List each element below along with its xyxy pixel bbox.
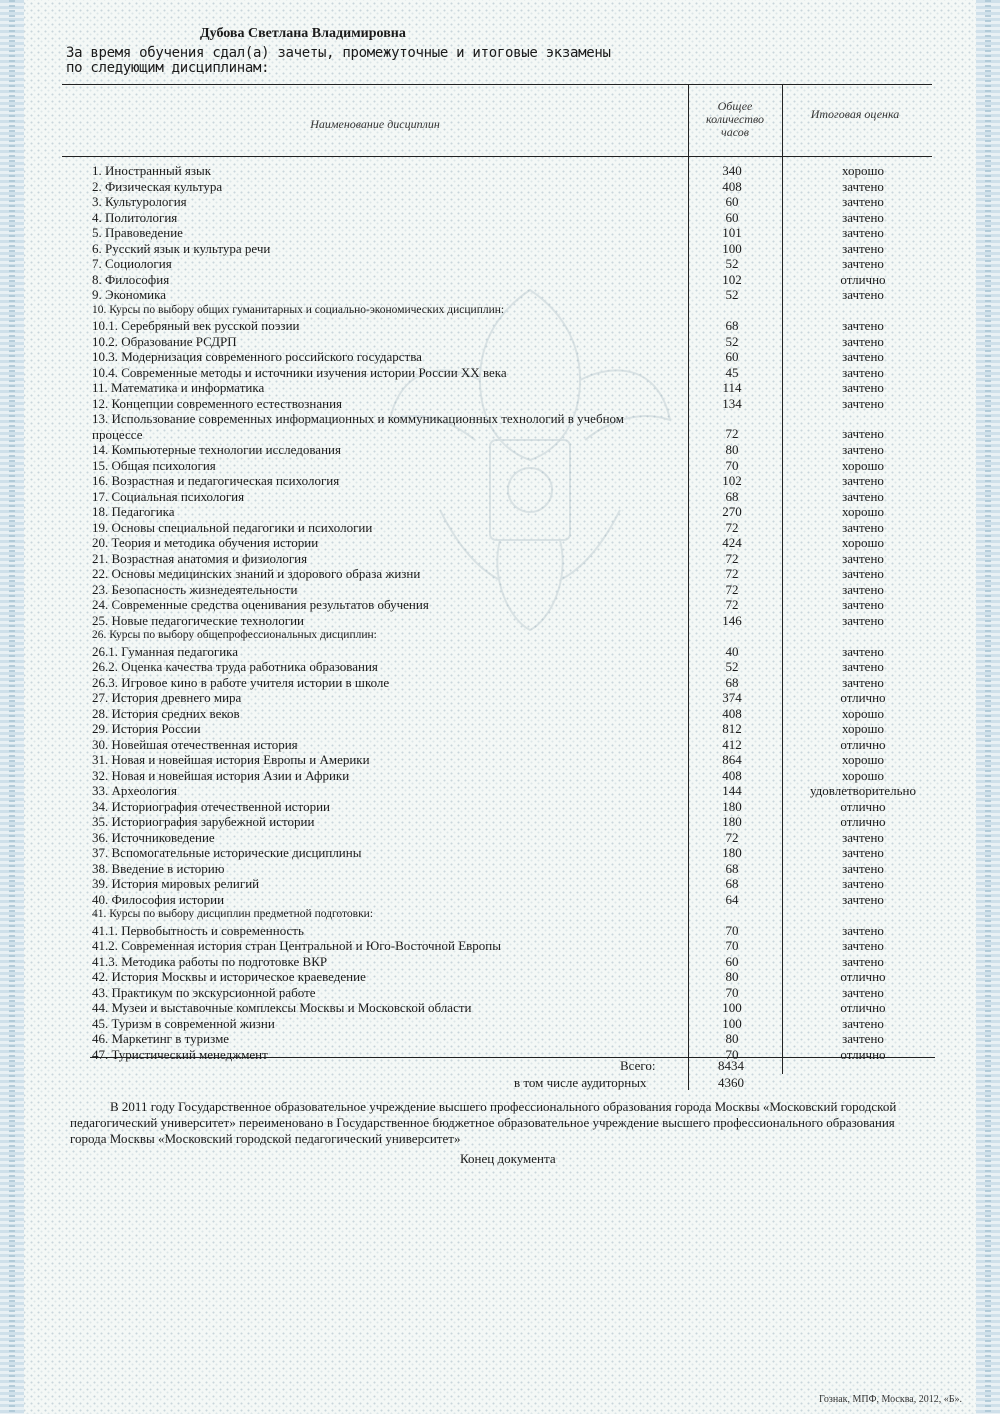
discipline-grade: хорошо <box>841 163 884 178</box>
discipline-grade: зачтено <box>842 488 884 504</box>
discipline-hours: 101 <box>722 225 742 240</box>
discipline-name: 30. Новейшая отечественная история <box>92 736 298 752</box>
discipline-name: 9. Экономика <box>92 287 167 302</box>
discipline-name: 7. Социология <box>92 256 172 271</box>
discipline-grade: зачтено <box>842 256 884 271</box>
table-row <box>0 1000 1000 1016</box>
disciplines-table <box>0 163 1000 1062</box>
discipline-hours: 270 <box>722 504 742 519</box>
table-row <box>0 225 1000 241</box>
discipline-name: 46. Маркетинг в туризме <box>92 1031 230 1046</box>
discipline-hours: 72 <box>725 597 739 612</box>
discipline-name: 15. Общая психология <box>92 457 216 473</box>
discipline-name: 5. Правоведение <box>92 225 183 240</box>
discipline-grade: зачтено <box>842 178 884 194</box>
discipline-name: 6. Русский язык и культура речи <box>92 240 271 256</box>
table-row <box>0 737 1000 753</box>
table-row <box>0 349 1000 365</box>
discipline-hours: 134 <box>722 395 742 411</box>
discipline-name: 35. Историография зарубежной истории <box>92 814 315 829</box>
table-row <box>0 628 1000 644</box>
table-row <box>0 752 1000 768</box>
table-row <box>0 721 1000 737</box>
discipline-hours: 70 <box>725 457 739 473</box>
discipline-hours: 180 <box>722 798 742 814</box>
table-row <box>0 938 1000 954</box>
table-row <box>0 985 1000 1001</box>
column-header-hours: Общее количество часов <box>705 99 765 139</box>
discipline-grade: отлично <box>840 798 886 814</box>
table-row <box>0 830 1000 846</box>
table-row <box>0 551 1000 567</box>
discipline-grade: зачтено <box>842 984 884 1000</box>
table-row <box>0 458 1000 474</box>
column-header-name: Наименование дисциплин <box>310 117 440 131</box>
discipline-name: 42. История Москвы и историческое краеведение <box>92 969 366 984</box>
discipline-name: 41. Курсы по выбору дисциплин предметной подготовки: <box>92 908 374 920</box>
table-row <box>0 675 1000 691</box>
discipline-grade: зачтено <box>842 395 884 411</box>
total-value: 8434 <box>718 1058 744 1073</box>
discipline-hours: 70 <box>725 922 739 938</box>
discipline-grade: зачтено <box>842 318 884 333</box>
discipline-grade: отлично <box>840 736 886 752</box>
intro-line-1: За время обучения сдал(а) зачеты, промежуточные и итоговые экзамены <box>66 45 611 61</box>
auditory-value: 4360 <box>718 1075 744 1090</box>
discipline-name: 25. Новые педагогические технологии <box>92 612 305 628</box>
discipline-name: 10.1. Серебряный век русской поэзии <box>92 318 300 333</box>
discipline-name: 41.1. Первобытность и современность <box>92 922 304 938</box>
student-name: Дубова Светлана Владимировна <box>200 26 406 41</box>
table-row <box>0 520 1000 536</box>
column-header-grade: Итоговая оценка <box>810 107 900 121</box>
discipline-grade: зачтено <box>842 209 884 225</box>
table-row <box>0 659 1000 675</box>
discipline-name: 45. Туризм в современной жизни <box>92 1015 275 1031</box>
discipline-grade: зачтено <box>842 953 884 969</box>
table-row <box>0 706 1000 722</box>
discipline-grade: зачтено <box>842 581 884 597</box>
discipline-name: 41.3. Методика работы по подготовке ВКР <box>92 953 328 969</box>
table-row <box>0 799 1000 815</box>
table-row <box>0 969 1000 985</box>
discipline-grade: хорошо <box>841 504 884 519</box>
discipline-hours: 72 <box>725 581 739 597</box>
table-header-border <box>62 156 932 157</box>
discipline-name: 19. Основы специальной педагогики и психологии <box>92 519 373 535</box>
discipline-name: 43. Практикум по экскурсионной работе <box>92 984 316 1000</box>
discipline-hours: 70 <box>725 1046 739 1062</box>
discipline-grade: зачтено <box>842 333 884 349</box>
discipline-grade: зачтено <box>842 473 884 488</box>
discipline-grade: зачтено <box>842 612 884 628</box>
discipline-name: 3. Культурология <box>92 194 187 209</box>
discipline-hours: 100 <box>722 1000 742 1015</box>
discipline-name: 1. Иностранный язык <box>92 163 212 178</box>
discipline-name: 23. Безопасность жизнедеятельности <box>92 581 298 597</box>
table-row <box>0 303 1000 319</box>
table-row <box>0 442 1000 458</box>
discipline-grade: зачтено <box>842 659 884 674</box>
discipline-hours: 72 <box>725 426 739 441</box>
table-row <box>0 814 1000 830</box>
table-row <box>0 241 1000 257</box>
table-row <box>0 473 1000 489</box>
table-row <box>0 1031 1000 1047</box>
discipline-name: 20. Теория и методика обучения истории <box>92 535 319 550</box>
table-row <box>0 380 1000 396</box>
discipline-name: 26.3. Игровое кино в работе учителя истории в школе <box>92 674 390 690</box>
discipline-grade: зачтено <box>842 597 884 612</box>
discipline-name: 11. Математика и информатика <box>92 380 265 395</box>
discipline-grade: зачтено <box>842 829 884 845</box>
table-row <box>0 179 1000 195</box>
discipline-name: 2. Физическая культура <box>92 178 223 194</box>
discipline-grade: хорошо <box>841 721 884 736</box>
discipline-grade: зачтено <box>842 643 884 659</box>
discipline-hours: 80 <box>725 442 739 457</box>
discipline-hours: 812 <box>722 721 742 736</box>
discipline-name: 39. История мировых религий <box>92 876 260 891</box>
total-label: Всего: <box>620 1058 656 1073</box>
discipline-grade: зачтено <box>842 938 884 953</box>
discipline-grade: зачтено <box>842 225 884 240</box>
discipline-hours: 68 <box>725 674 739 690</box>
discipline-hours: 408 <box>722 178 742 194</box>
discipline-hours: 146 <box>722 612 742 628</box>
discipline-name: 31. Новая и новейшая история Европы и Америки <box>92 752 370 767</box>
discipline-name: 41.2. Современная история стран Центральной и Юго-Восточной Европы <box>92 938 501 953</box>
discipline-hours: 64 <box>725 891 739 907</box>
discipline-grade: зачтено <box>842 364 884 380</box>
discipline-hours: 100 <box>722 1015 742 1031</box>
discipline-name: 27. История древнего мира <box>92 690 242 705</box>
discipline-grade: отлично <box>840 271 886 287</box>
table-row <box>0 845 1000 861</box>
discipline-grade: отлично <box>840 969 886 984</box>
discipline-hours: 180 <box>722 814 742 829</box>
table-row <box>0 489 1000 505</box>
discipline-hours: 408 <box>722 767 742 783</box>
table-row <box>0 194 1000 210</box>
table-row <box>0 334 1000 350</box>
discipline-name: 22. Основы медицинских знаний и здорового образа жизни <box>92 566 421 581</box>
discipline-grade: зачтено <box>842 287 884 302</box>
discipline-grade: зачтено <box>842 550 884 566</box>
discipline-hours: 864 <box>722 752 742 767</box>
discipline-grade: зачтено <box>842 426 884 441</box>
discipline-grade: хорошо <box>841 705 884 721</box>
table-row <box>0 396 1000 412</box>
discipline-hours: 100 <box>722 240 742 256</box>
discipline-hours: 114 <box>722 380 742 395</box>
table-row <box>0 690 1000 706</box>
discipline-name: 36. Источниковедение <box>92 829 215 845</box>
table-row <box>0 1047 1000 1063</box>
table-row <box>0 876 1000 892</box>
intro-line-2: по следующим дисциплинам: <box>66 60 270 76</box>
discipline-grade: зачтено <box>842 860 884 876</box>
discipline-name: 4. Политология <box>92 209 178 225</box>
discipline-hours: 68 <box>725 860 739 876</box>
table-row <box>0 365 1000 381</box>
discipline-grade: зачтено <box>842 566 884 581</box>
table-row <box>0 504 1000 520</box>
discipline-hours: 60 <box>725 953 739 969</box>
discipline-grade: зачтено <box>842 891 884 907</box>
table-row <box>0 287 1000 303</box>
intro-text <box>66 46 611 76</box>
discipline-hours: 60 <box>725 349 739 364</box>
discipline-grade: отлично <box>840 1046 886 1062</box>
discipline-hours: 412 <box>722 736 742 752</box>
discipline-name: 26. Курсы по выбору общепрофессиональных дисциплин: <box>92 629 377 641</box>
discipline-name: 13. Использование современных информационных и коммуникационных технологий в учебном процессе <box>92 411 625 442</box>
discipline-hours: 72 <box>725 519 739 535</box>
discipline-grade: зачтено <box>842 922 884 938</box>
table-row <box>0 535 1000 551</box>
discipline-name: 37. Вспомогательные исторические дисциплины <box>92 845 362 860</box>
discipline-name: 33. Археология <box>92 783 177 798</box>
printer-mark: Гознак, МПФ, Москва, 2012, «Б». <box>819 1394 962 1405</box>
table-row <box>0 768 1000 784</box>
discipline-grade: зачтено <box>842 519 884 535</box>
auditory-label: в том числе аудиторных <box>514 1075 647 1090</box>
discipline-hours: 52 <box>725 287 739 302</box>
discipline-grade: хорошо <box>841 457 884 473</box>
renaming-note: В 2011 году Государственное образовательное учреждение высшего профессионального образования города Москвы «Московский городской педагогический университет» переименовано в Государственное бюджетное образовательное учреждение высшего профессионального образования города Москвы «Московский городской педагогический университет» <box>70 1099 897 1146</box>
discipline-hours: 340 <box>722 163 742 178</box>
discipline-name: 24. Современные средства оценивания результатов обучения <box>92 597 429 612</box>
end-of-document: Конец документа <box>460 1151 556 1166</box>
table-row <box>0 411 1000 442</box>
discipline-hours: 180 <box>722 845 742 860</box>
table-row <box>0 597 1000 613</box>
discipline-grade: отлично <box>840 814 886 829</box>
discipline-grade: отлично <box>840 1000 886 1015</box>
table-row <box>0 783 1000 799</box>
discipline-grade: зачтено <box>842 845 884 860</box>
discipline-name: 18. Педагогика <box>92 504 175 519</box>
discipline-hours: 68 <box>725 318 739 333</box>
discipline-name: 26.1. Гуманная педагогика <box>92 643 239 659</box>
discipline-grade: зачтено <box>842 1015 884 1031</box>
table-row <box>0 954 1000 970</box>
table-row <box>0 907 1000 923</box>
table-row <box>0 923 1000 939</box>
discipline-grade: хорошо <box>841 535 884 550</box>
table-row <box>0 861 1000 877</box>
discipline-hours: 68 <box>725 488 739 504</box>
discipline-name: 16. Возрастная и педагогическая психология <box>92 473 340 488</box>
discipline-hours: 102 <box>722 271 742 287</box>
discipline-hours: 45 <box>725 364 739 380</box>
discipline-name: 34. Историография отечественной истории <box>92 798 330 814</box>
discipline-name: 10.3. Модернизация современного российского государства <box>92 349 422 364</box>
table-row <box>0 582 1000 598</box>
discipline-hours: 60 <box>725 209 739 225</box>
discipline-name: 10.4. Современные методы и источники изучения истории России XX века <box>92 364 507 380</box>
discipline-grade: отлично <box>840 690 886 705</box>
table-row <box>0 613 1000 629</box>
table-row <box>0 644 1000 660</box>
discipline-hours: 424 <box>722 535 742 550</box>
discipline-name: 17. Социальная психология <box>92 488 245 504</box>
table-row <box>0 256 1000 272</box>
table-row <box>0 892 1000 908</box>
discipline-hours: 68 <box>725 876 739 891</box>
table-top-border <box>62 84 932 85</box>
discipline-hours: 52 <box>725 333 739 349</box>
discipline-hours: 52 <box>725 256 739 271</box>
discipline-name: 12. Концепции современного естествознания <box>92 395 343 411</box>
discipline-name: 40. Философия истории <box>92 891 225 907</box>
discipline-name: 21. Возрастная анатомия и физиология <box>92 550 308 566</box>
discipline-hours: 144 <box>722 783 742 798</box>
discipline-name: 47. Туристический менеджмент <box>92 1046 268 1062</box>
discipline-name: 28. История средних веков <box>92 705 240 721</box>
table-row <box>0 210 1000 226</box>
discipline-name: 38. Введение в историю <box>92 860 225 876</box>
discipline-grade: зачтено <box>842 194 884 209</box>
table-row <box>0 272 1000 288</box>
table-row <box>0 1016 1000 1032</box>
discipline-hours: 102 <box>722 473 742 488</box>
discipline-name: 14. Компьютерные технологии исследования <box>92 442 341 457</box>
discipline-name: 10.2. Образование РСДРП <box>92 333 237 349</box>
discipline-grade: хорошо <box>841 767 884 783</box>
table-row <box>0 318 1000 334</box>
discipline-name: 8. Философия <box>92 271 170 287</box>
discipline-hours: 52 <box>725 659 739 674</box>
discipline-grade: зачтено <box>842 1031 884 1046</box>
discipline-name: 44. Музеи и выставочные комплексы Москвы и Московской области <box>92 1000 472 1015</box>
table-row <box>0 566 1000 582</box>
discipline-grade: зачтено <box>842 442 884 457</box>
table-row <box>0 163 1000 179</box>
discipline-hours: 40 <box>725 643 739 659</box>
discipline-hours: 70 <box>725 938 739 953</box>
discipline-grade: зачтено <box>842 349 884 364</box>
discipline-grade: зачтено <box>842 876 884 891</box>
discipline-grade: хорошо <box>841 752 884 767</box>
discipline-grade: зачтено <box>842 380 884 395</box>
discipline-name: 32. Новая и новейшая история Азии и Африки <box>92 767 350 783</box>
discipline-hours: 80 <box>725 1031 739 1046</box>
discipline-hours: 374 <box>722 690 742 705</box>
discipline-name: 26.2. Оценка качества труда работника образования <box>92 659 378 674</box>
discipline-hours: 72 <box>725 550 739 566</box>
discipline-hours: 60 <box>725 194 739 209</box>
discipline-grade: удовлетворительно <box>809 783 917 798</box>
discipline-hours: 408 <box>722 705 742 721</box>
discipline-grade: зачтено <box>842 674 884 690</box>
discipline-hours: 72 <box>725 566 739 581</box>
discipline-name: 29. История России <box>92 721 201 736</box>
discipline-grade: зачтено <box>842 240 884 256</box>
discipline-name: 10. Курсы по выбору общих гуманитарных и социально-экономических дисциплин: <box>92 303 505 316</box>
discipline-hours: 72 <box>725 829 739 845</box>
discipline-hours: 70 <box>725 984 739 1000</box>
discipline-hours: 80 <box>725 969 739 984</box>
